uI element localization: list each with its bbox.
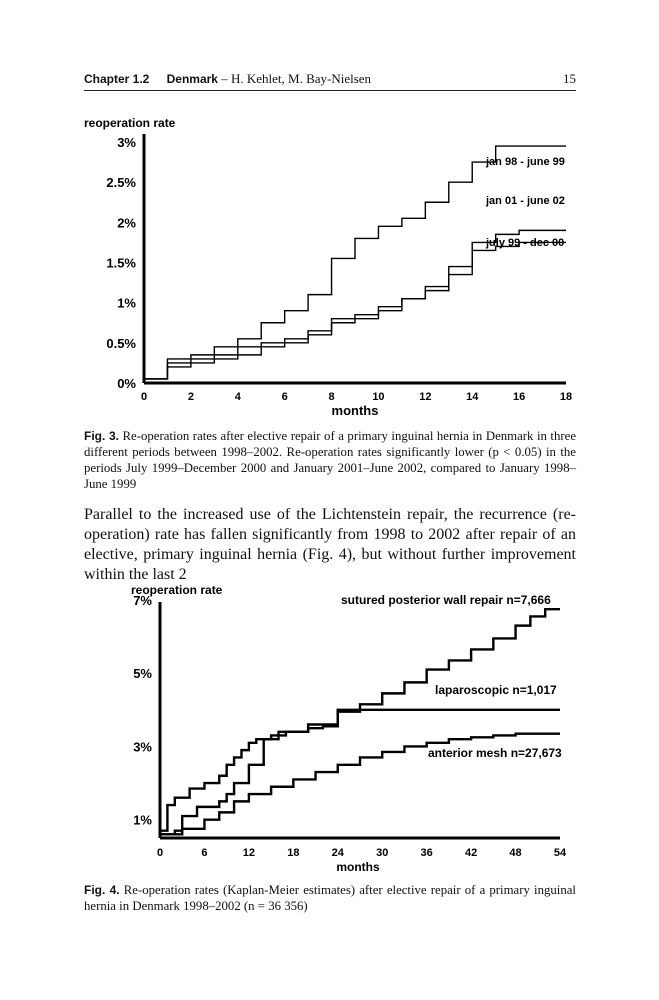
y-axis-title: reoperation rate	[131, 583, 223, 597]
x-tick-label: 6	[281, 391, 288, 403]
series-label-3: jan 01 - june 02	[486, 195, 565, 207]
x-tick-label: 6	[201, 847, 208, 859]
x-tick-label: 0	[156, 847, 164, 859]
x-tick-label: 36	[420, 847, 433, 859]
series-line-1	[160, 609, 560, 834]
x-tick-label: 10	[372, 391, 385, 403]
page-number: 15	[563, 71, 576, 86]
y-tick-label: 2.5%	[106, 175, 136, 191]
x-tick-label: 42	[464, 847, 478, 859]
y-tick-label: 0%	[117, 376, 136, 391]
series-label-1: sutured posterior wall repair n=7,666	[341, 593, 551, 607]
y-tick-label: 7%	[133, 593, 152, 608]
section-name: Denmark	[166, 72, 218, 86]
x-axis-title: months	[336, 860, 380, 874]
x-tick-label: 18	[559, 391, 573, 403]
figure-4-caption-text: Re-operation rates (Kaplan-Meier estimates) after elective repair of a primary inguinal hernia in Denmark 1998–2002 (n = 36 356)	[84, 883, 576, 913]
x-tick-label: 14	[466, 391, 479, 403]
y-tick-label: 1%	[117, 295, 136, 311]
y-tick-label: 2%	[117, 215, 136, 231]
series-label-3: anterior mesh n=27,673	[428, 746, 562, 760]
x-tick-label: 8	[328, 391, 335, 403]
author-names: – H. Kehlet, M. Bay-Nielsen	[217, 71, 372, 86]
x-tick-label: 12	[242, 847, 256, 859]
x-tick-label: 54	[553, 847, 567, 859]
figure-4-caption	[84, 882, 576, 914]
x-tick-label: 48	[509, 847, 522, 859]
x-tick-label: 18	[287, 847, 300, 859]
y-tick-label: 1%	[133, 812, 152, 828]
y-tick-label: 0.5%	[106, 335, 136, 351]
x-tick-label: 30	[376, 847, 389, 859]
series-label-2: laparoscopic n=1,017	[435, 683, 557, 697]
figure-3-label: Fig. 3.	[84, 429, 119, 443]
x-tick-label: 12	[419, 391, 432, 403]
x-tick-label: 16	[512, 391, 526, 403]
x-tick-label: 0	[140, 391, 148, 403]
y-tick-label: 3%	[133, 739, 152, 755]
series-label-2: july 99 - dec 00	[486, 237, 565, 249]
figure-3-caption-text: Re-operation rates after elective repair of a primary inguinal hernia in Denmark in three different periods between 1998–2002. Re-operation rates significantly lower (p < 0.05) in the periods July 1999–December 2000 and January 2001–June 2002, compared to January 1998–June 1999	[84, 429, 576, 491]
series-label-1: jan 98 - june 99	[486, 156, 565, 168]
x-tick-label: 24	[331, 847, 344, 859]
x-axis-title: months	[331, 403, 379, 418]
figure-4-label: Fig. 4.	[84, 883, 120, 897]
chapter-number: Chapter 1.2	[84, 72, 150, 86]
x-tick-label: 4	[234, 391, 241, 403]
x-tick-label: 2	[187, 391, 194, 403]
y-tick-label: 1.5%	[106, 255, 136, 271]
y-tick-label: 5%	[133, 666, 152, 682]
y-tick-label: 3%	[117, 135, 136, 150]
body-paragraph: Parallel to the increased use of the Lichtenstein repair, the recurrence (re-operation) rate has fallen significantly from 1998 to 2002 after repair of an elective, primary inguinal hernia (Fig. 4), but without further improvement within the last 2	[84, 506, 576, 583]
y-axis-title: reoperation rate	[84, 116, 176, 130]
